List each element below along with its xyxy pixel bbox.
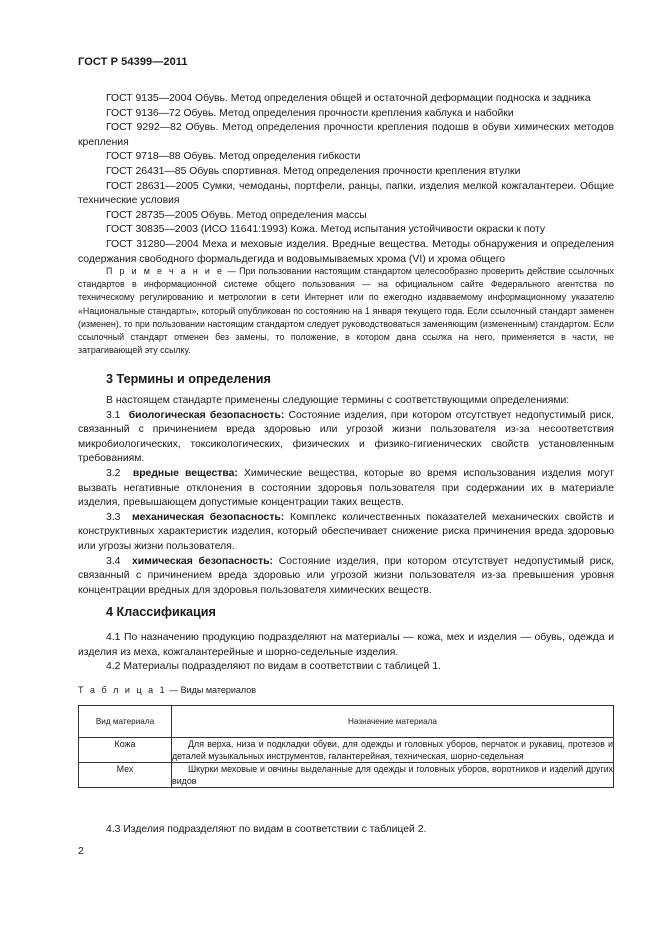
table-header-row <box>79 706 614 738</box>
cell-purpose: Для верха, низа и подкладки обуви, для одежды и головных уборов, перчаток и рукавиц, протезов и деталей музыкальных инструментов, галантерейная, техническая, шорно-седельная <box>172 739 613 761</box>
reference-item: ГОСТ 28631—2005 Сумки, чемоданы, портфели, ранцы, папки, изделия мелкой кожгалантереи. Общие технические условия <box>78 180 614 207</box>
reference-item: ГОСТ 26431—85 Обувь спортивная. Метод определения прочности крепления втулки <box>106 165 521 177</box>
cell-purpose: Шкурки меховые и овчины выделанные для одежды и головных уборов, воротников и изделий других видов <box>172 764 613 786</box>
reference-item: ГОСТ 30835—2003 (ИСО 11641:1993) Кожа. Метод испытания устойчивости окраски к поту <box>106 224 546 236</box>
paragraph-4-2: 4.2 Материалы подразделяют по видам в соответствии с таблицей 1. <box>106 661 442 673</box>
section-4-body <box>78 631 614 675</box>
term-item: 3.4 химическая безопасность: Состояние изделия, при котором отсутствует недопустимый риск, связанный с причинением вреда здоровью или угрозой жизни пользователя из-за превышения уровня концентрации вредных для здоровья пользователя химических веществ. <box>78 555 615 596</box>
reference-item: ГОСТ 9292—82 Обувь. Метод определения прочности крепления подошв в обуви химических методов крепления <box>78 122 614 148</box>
reference-item: ГОСТ 9718—88 Обувь. Метод определения гибкости <box>106 151 361 163</box>
note-block <box>78 265 614 357</box>
reference-item: ГОСТ 31280—2004 Меха и меховые изделия. Вредные вещества. Методы обнаружения и определения содержания свободного формальдегида и водовымываемых хрома (VI) и хрома общего <box>78 238 614 265</box>
term-name: биологическая безопасность: <box>128 409 285 421</box>
term-name: химическая безопасность: <box>132 555 274 567</box>
paragraph-4-1: 4.1 По назначению продукцию подразделяют на материалы — кожа, мех и изделия — обувь, одежда и изделия из меха, кожгалантерейные и шорно-седельные изделия. <box>78 632 614 658</box>
note-text: — При пользовании настоящим стандартом целесообразно проверить действие ссылочных стандартов в информационной системе общего пользования — на официальном сайте Федерального агентства по техническому регулированию и метрологии в сети Интернет или по ежегодно издаваемому информационному указателю «Национальные стандарты», который опубликован по состоянию на 1 января текущего года. Если ссылочный стандарт заменен (изменен), то при пользовании настоящим стандартом следует руководствоваться заменяющим (измененным) стандартом. Если ссылочный стандарт отменен без замены, то положение, в котором дана ссылка на него, применяется в части, не затрагивающей эту ссылку. <box>78 266 614 356</box>
document-header: ГОСТ Р 54399—2011 <box>78 56 188 68</box>
normative-references <box>78 92 614 267</box>
reference-item: ГОСТ 28735—2005 Обувь. Метод определения массы <box>106 209 367 221</box>
paragraph-4-3: 4.3 Изделия подразделяют по видам в соответствии с таблицей 2. <box>106 824 427 835</box>
table-caption: Т а б л и ц а 1 — Виды материалов <box>78 685 257 695</box>
section-3-title: 3 Термины и определения <box>106 372 271 386</box>
note-label: П р и м е ч а н и е <box>106 266 224 276</box>
term-definition: Состояние изделия, при котором отсутствует недопустимый риск, связанный с причинением вреда здоровью или угрозой жизни пользователя из-за несоответствия микробиологических, токсикологических, физических и физико-гигиенических свойств установленным требованиям. <box>78 409 614 465</box>
cell-kind: Кожа <box>79 738 172 763</box>
column-header-kind: Вид материала <box>79 706 172 738</box>
cell-kind: Мех <box>79 763 172 788</box>
reference-item: ГОСТ 9136—72 Обувь. Метод определения прочности крепления каблука и набойки <box>106 107 514 119</box>
term-definition: Комплекс количественных показателей механических свойств и конструктивных характеристик изделия, который обеспечивает снижение риска причинения вреда здоровью или угрозы жизни пользователя. <box>78 511 614 552</box>
materials-table <box>78 705 614 788</box>
term-definition: Состояние изделия, при котором отсутствует недопустимый риск, связанный с причинением вреда здоровью или угрозой жизни пользователя из-за превышения уровня концентрации вредных для здоровья пользователя химических веществ. <box>78 555 615 596</box>
reference-item: ГОСТ 9135—2004 Обувь. Метод определения общей и остаточной деформации подноска и задника <box>106 93 591 104</box>
section-3-intro: В настоящем стандарте применены следующие термины с соответствующими определениями: <box>106 395 570 406</box>
term-item: 3.2 вредные вещества: Химические вещества, которые во время использования изделия могут вызвать негативные отклонения в состоянии здоровья пользователя при содержании их в материале изделия, превышающем допустимые концентрации таких веществ. <box>78 467 614 509</box>
table-row <box>79 763 614 788</box>
section-3-body <box>78 394 614 598</box>
term-definition: Химические вещества, которые во время использования изделия могут вызвать негативные отклонения в состоянии здоровья пользователя при содержании их в материале изделия, превышающем допустимые концентрации таких веществ. <box>78 467 614 509</box>
page-number: 2 <box>78 846 84 857</box>
section-4-title: 4 Классификация <box>106 605 216 619</box>
term-name: вредные вещества: <box>132 467 238 479</box>
term-item: 3.3 механическая безопасность: Комплекс количественных показателей механических свойств и конструктивных характеристик изделия, который обеспечивает снижение риска причинения вреда здоровью или угрозы жизни пользователя. <box>78 511 614 552</box>
table-row <box>79 738 614 763</box>
term-name: механическая безопасность: <box>131 511 285 523</box>
column-header-purpose: Назначение материала <box>172 706 614 738</box>
term-item: 3.1 биологическая безопасность: Состояние изделия, при котором отсутствует недопустимый риск, связанный с причинением вреда здоровью или угрозой жизни пользователя из-за несоответствия микробиологических, токсикологических, физических и физико-гигиенических свойств установленным требованиям. <box>78 409 614 465</box>
